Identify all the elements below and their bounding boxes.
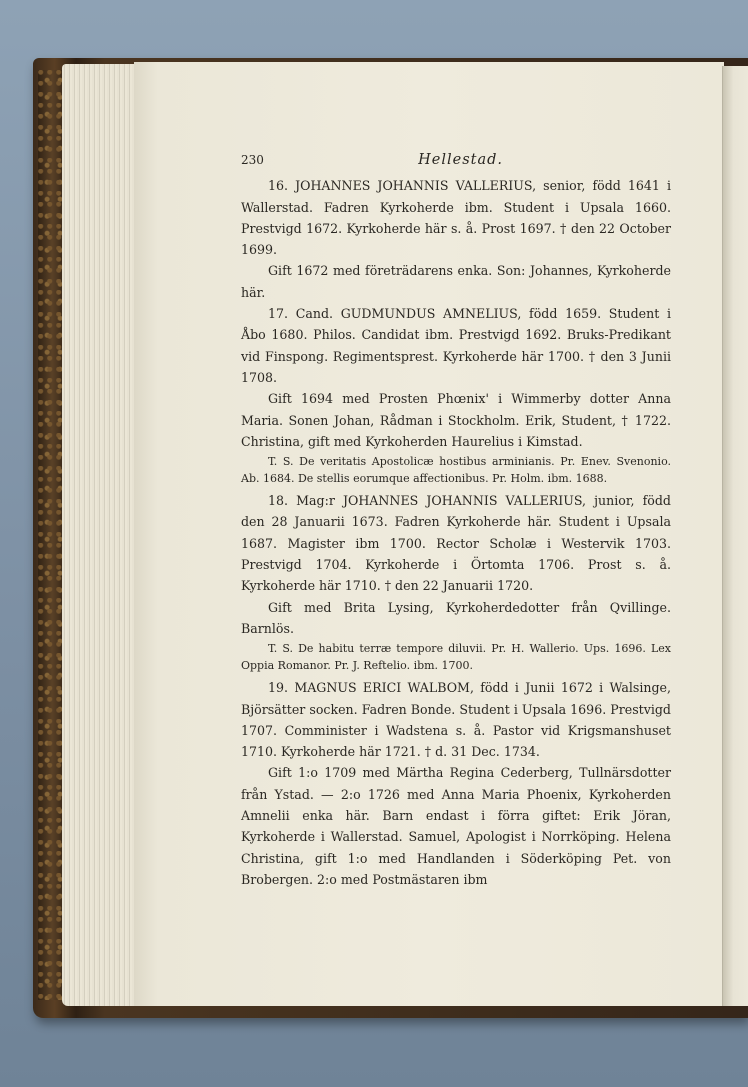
biography-detail: Gift 1694 med Prosten Phœnix' i Wimmerby dotter Anna Maria. Sonen Johan, Rådman i Stockholm. Erik, Student, † 1722. Christina, gift med Kyrkoherden Haurelius i Kimstad. bbox=[241, 391, 671, 449]
biography-detail: Gift 1672 med företrädarens enka. Son: Johannes, Kyrkoherde här. bbox=[241, 263, 671, 300]
page-header bbox=[241, 150, 671, 171]
biography-entry: 17. Cand. GUDMUNDUS AMNELIUS, född 1659. Student i Åbo 1680. Philos. Candidat ibm. Prestvigd 1692. Bruks-Predikant vid Finspong. Regimentsprest. Kyrkoherde här 1700. † den 3 Junii 1708. bbox=[241, 306, 671, 385]
dissertation-note: T. S. De habitu terræ tempore diluvii. Pr. H. Wallerio. Ups. 1696. Lex Oppia Romanor. Pr. J. Reftelio. ibm. 1700. bbox=[241, 642, 671, 672]
page-edges bbox=[62, 64, 142, 1006]
running-title: Hellestad. bbox=[418, 152, 503, 168]
biography-entry: 16. JOHANNES JOHANNIS VALLERIUS, senior, född 1641 i Wallerstad. Fadren Kyrkoherde ibm. Student i Upsala 1660. Prestvigd 1672. Kyrkoherde här s. å. Prost 1697. † den 22 October 1699. bbox=[241, 178, 671, 258]
biography-entry: 18. Mag:r JOHANNES JOHANNIS VALLERIUS, junior, född den 28 Januarii 1673. Fadren Kyrkoherde här. Student i Upsala 1687. Magister ibm 1700. Rector Scholæ i Westervik 1703. Prestvigd 1704. Kyrkoherde i Örtomta 1706. Prost s. å. Kyrkoherde här 1710. † den 22 Januarii 1720. bbox=[241, 493, 671, 594]
biography-detail: Gift med Brita Lysing, Kyrkoherdedotter från Qvillinge. Barnlös. bbox=[241, 599, 671, 636]
dissertation-note: T. S. De veritatis Apostolicæ hostibus arminianis. Pr. Enev. Svenonio. Ab. 1684. De stellis eorumque affectionibus. Pr. Holm. ibm. 1688. bbox=[241, 455, 671, 485]
biography-entry: 19. MAGNUS ERICI WALBOM, född i Junii 1672 i Walsinge, Björsätter socken. Fadren Bonde. Student i Upsala 1696. Prestvigd 1707. Comminister i Wadstena s. å. Pastor vid Krigsmanshuset 1710. Kyrkoherde här 1721. † d. 31 Dec. 1734. bbox=[241, 680, 671, 760]
page-number: 230 bbox=[241, 153, 264, 167]
page-text bbox=[241, 150, 671, 890]
paragraphs bbox=[241, 175, 671, 890]
right-page-edge bbox=[722, 66, 748, 1006]
biography-detail: Gift 1:o 1709 med Märtha Regina Cederberg, Tullnärsdotter från Ystad. — 2:o 1726 med Anna Maria Phoenix, Kyrkoherden Amnelii enka här. Barn endast i förra giftet: Erik Jöran, Kyrkoherde i Wallerstad. Samuel, Apologist i Norrköping. Helena Christina, gift 1:o med Handlanden i Söderköping Pet. von Brobergen. 2:o med Postmästaren ibm bbox=[241, 765, 671, 887]
